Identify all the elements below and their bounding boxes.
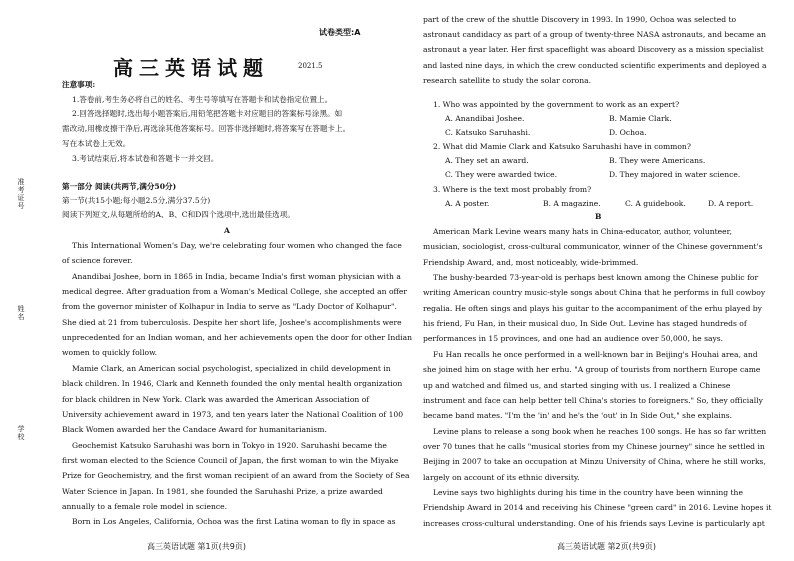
- question-stem: 2. What did Mamie Clark and Katsuko Saruhashi have in common?: [433, 142, 691, 151]
- passage-a-label: A: [224, 226, 230, 235]
- passage-line: black children. In 1946, Clark and Kenneth founded the only mental health organization: [62, 379, 403, 389]
- passage-line: Anandibai Joshee, born in 1865 in India, became India's first woman physician with a: [72, 271, 401, 281]
- passage-line: writing American country music-style songs about China that he performs in full cowboy: [423, 288, 766, 298]
- passage-line: The bushy-bearded 73-year-old is perhaps best known among the Chinese public for: [433, 273, 759, 283]
- question-option: B. Mamie Clark.: [609, 114, 672, 123]
- side-label-school: 学校: [17, 425, 25, 441]
- side-label-name: 姓名: [17, 305, 25, 321]
- passage-line: research satellite to study the solar corona.: [423, 75, 592, 85]
- passage-line: she joined him on stage with her erhu. "A group of tourists from northern Europe came: [423, 365, 761, 375]
- question-option: B. A magazine.: [543, 199, 601, 208]
- question-option: C. A guidebook.: [625, 199, 686, 208]
- passage-line: unprecedented for an Indian woman, and her achievements open the door for other Indian: [62, 333, 413, 343]
- page-title: 高三英语试题: [113, 56, 269, 80]
- notice-line: 3.考试结束后,将本试卷和答题卡一并交回。: [72, 154, 219, 163]
- passage-line: and lasted nine days, in which the crew conducted scientific experiments and deployed a: [423, 60, 767, 70]
- passage-line: women to quickly follow.: [62, 348, 158, 358]
- passage-line: up and watched and filmed us, and started singing with us. I realized a Chinese: [423, 380, 731, 390]
- question-stem: 1. Who was appointed by the government to work as an expert?: [433, 100, 680, 109]
- passage-line: Born in Los Angeles, California, Ochoa was the first Latina woman to fly in space as: [72, 517, 396, 527]
- passage-line: medical degree. After graduation from a Woman's Medical College, she accepted an offer: [62, 287, 408, 297]
- passage-line: Levine plans to release a song book when he reaches 100 songs. He has so far written: [433, 426, 767, 436]
- passage-line: of science forever.: [62, 256, 133, 266]
- notice-line: 2.回答选择题时,选出每小题答案后,用铅笔把答题卡对应题目的答案标号涂黑。如: [72, 109, 343, 118]
- passage-line: regalia. He often sings and plays his guitar to the accompaniment of the erhu played by: [423, 303, 762, 313]
- passage-line: Water Science in Japan. In 1981, she founded the Saruhashi Prize, a prize awarded: [62, 486, 383, 496]
- notice-line: 1.答卷前,考生务必将自己的姓名、考生号等填写在答题卡和试卷指定位置上。: [72, 95, 333, 104]
- question-option: C. Katsuko Saruhashi.: [445, 128, 531, 137]
- exam-date: 2021.5: [298, 62, 323, 70]
- passage-line: over 70 tunes that he calls "musical stories from my Chinese journey" since he settled in: [423, 441, 765, 451]
- passage-line: Fu Han recalls he once performed in a well-known bar in Beijing's Houhai area, and: [433, 349, 758, 359]
- passage-line: Black Women awarded her the Candace Award for humanitarianism.: [62, 425, 327, 435]
- passage-line: This International Women's Day, we're celebrating four women who changed the face: [72, 241, 402, 250]
- question-option: D. They majored in water science.: [609, 170, 741, 179]
- question-option: D. A report.: [708, 199, 754, 208]
- passage-line: Prize for Geochemistry, and the first woman recipient of an award from the Society of Sea: [62, 471, 410, 481]
- passage-line: part of the crew of the shuttle Discovery in 1993. In 1990, Ochoa was selected to: [423, 15, 737, 24]
- passage-line: Friendship Award in 2014 and receiving his Chinese "green card" in 2016. Levine hopes it: [423, 503, 772, 513]
- passage-line: his friend, Fu Han, in their musical duo, In Side Out. Levine has staged hundreds of: [423, 319, 747, 329]
- passage-line: astronaut candidacy as part of a group of twenty-three NASA astronauts, and became an: [423, 30, 767, 40]
- section-subtitle: 第一节(共15小题;每小题2.5分,满分37.5分): [62, 196, 211, 205]
- passage-line: largely on account of its ethnic diversity.: [423, 472, 580, 482]
- passage-line: She died at 21 from tuberculosis. Despite her short life, Joshee's accomplishments were: [62, 317, 402, 327]
- passage-line: Levine says two highlights during his time in the country have been winning the: [433, 487, 743, 497]
- passage-line: instrument and face can help better tell China's stories to foreigners." So, they officially: [423, 395, 763, 405]
- passage-line: for black children in New York. Clark was awarded the American Association of: [62, 394, 370, 404]
- side-label-exam-number: 准考证号: [17, 178, 25, 210]
- passage-line: annually to a female role model in science.: [62, 501, 228, 511]
- passage-line: Mamie Clark, an American social psychologist, specialized in child development in: [72, 363, 391, 373]
- passage-line: Geochemist Katsuko Saruhashi was born in Tokyo in 1920. Saruhashi became the: [72, 440, 387, 450]
- passage-line: musician, sociologist, cross-cultural communicator, winner of the Chinese government's: [423, 242, 763, 252]
- passage-line: increases cross-cultural understanding. One of his friends says Levine is particularly apt: [423, 518, 765, 528]
- section-title: 第一部分 阅读(共两节,满分50分): [62, 182, 177, 191]
- question-option: B. They were Americans.: [609, 156, 706, 165]
- passage-line: became band mates. "I'm the 'in' and he's the 'out' in In Side Out," she explains.: [423, 411, 733, 421]
- section-instruction: 阅读下列短文,从每题所给的A、B、C和D四个选项中,选出最佳选项。: [62, 210, 295, 219]
- paper-type: 试卷类型:A: [319, 28, 361, 37]
- notice-line: 需改动,用橡皮擦干净后,再选涂其他答案标号。回答非选择题时,将答案写在答题卡上。: [62, 124, 351, 133]
- question-option: D. Ochoa.: [609, 128, 647, 137]
- passage-line: University achievement award in 1973, and ten years later the National Coalition of 100: [62, 409, 404, 419]
- passage-line: from the governor minister of Kolhapur in India to serve as "Lady Doctor of Kolhapur".: [62, 302, 397, 312]
- passage-b-label: B: [595, 212, 602, 221]
- question-option: A. Anandibai Joshee.: [445, 114, 525, 123]
- question-stem: 3. Where is the text most probably from?: [433, 185, 592, 194]
- question-option: A. They set an award.: [445, 156, 529, 165]
- passage-line: first woman elected to the Science Council of Japan, the first woman to win the Miyake: [62, 455, 399, 465]
- passage-line: Beijing in 2007 to take an occupation at Minzu University of China, where he still works,: [423, 457, 766, 467]
- passage-line: Friendship Award, and, most noticeably, wide-brimmed.: [423, 257, 639, 267]
- passage-line: American Mark Levine wears many hats in China-educator, author, volunteer,: [433, 227, 732, 236]
- question-option: A. A poster.: [445, 199, 490, 208]
- notice-heading: 注意事项:: [62, 80, 96, 89]
- question-option: C. They were awarded twice.: [445, 170, 558, 179]
- notice-line: 写在本试卷上无效。: [62, 139, 131, 148]
- passage-line: performances in 15 provinces, and one had an audience over 50,000, he says.: [423, 334, 724, 344]
- footer-right: 高三英语试题 第2页(共9页): [557, 542, 656, 551]
- footer-left: 高三英语试题 第1页(共9页): [147, 542, 246, 551]
- passage-line: astronaut a year later. Her first spaceflight was aboard Discovery as a mission specialist: [423, 45, 764, 55]
